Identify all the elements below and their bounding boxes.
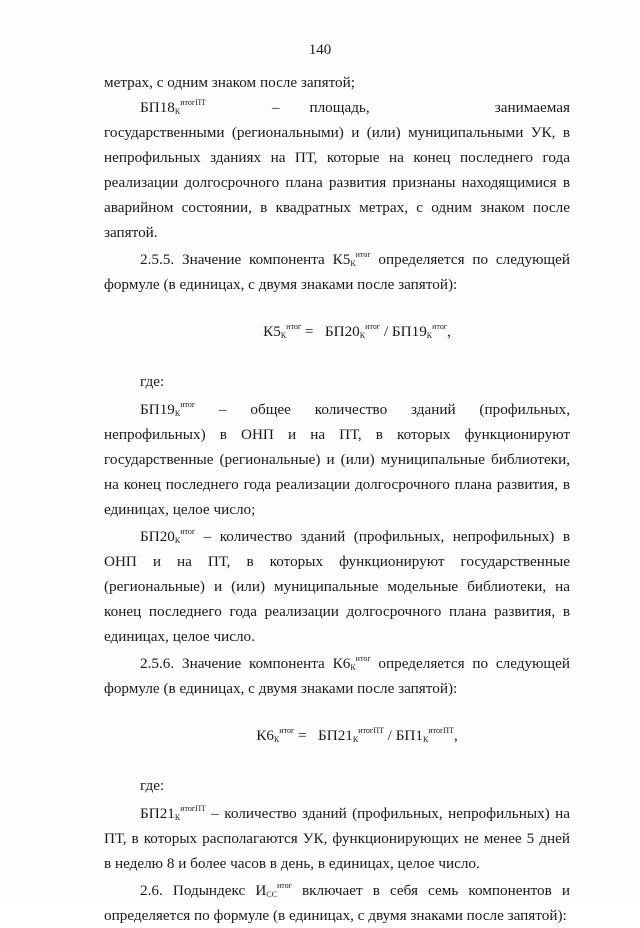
formula-denominator-sup: итог (432, 322, 448, 331)
term-sub: К (174, 536, 181, 545)
formula-numerator: БП20 (324, 323, 360, 340)
formula-slash: / (380, 323, 392, 340)
section-2-5-6 (104, 651, 570, 701)
term-sup: итог (180, 527, 196, 536)
term-sub: К (174, 107, 181, 116)
formula-eq: = (294, 727, 319, 744)
definition-text: площадь, занимаемая государственными (региональными) и (или) муниципальными УК, в непрофильных зданиях на ПТ, которые на конец последнего года реализации долгосрочного плана развития признаны находящимися в аварийном состоянии, в квадратных метрах, с одним знаком после запятой. (104, 99, 570, 241)
section-sub: СС (266, 890, 277, 899)
formula-lhs-sup: итог (286, 322, 302, 331)
formula-k6 (104, 723, 570, 748)
term-sup: итогПТ (180, 98, 206, 107)
formula-lhs-sub: К (273, 735, 280, 744)
term-base: БП19 (140, 401, 175, 418)
definition-bp18 (104, 95, 570, 245)
formula-denominator-sub: К (423, 735, 429, 744)
formula-lhs: К5 (263, 323, 281, 340)
definition-text: – общее количество зданий (профильных, непрофильных) в ОНП и на ПТ, в которых функционируют государственные (региональные) и (или) муниципальные библиотеки, на конец последнего года реализации долгосрочного плана развития, в единицах, целое число; (104, 401, 570, 518)
formula-slash: / (383, 727, 396, 744)
term-sub: К (174, 813, 181, 822)
term-dash: – (271, 99, 280, 116)
section-tail: определяется по следующей формуле (в единицах, с двумя знаками после запятой): (104, 251, 570, 293)
section-lead: 2.5.5. Значение компонента К5 (140, 251, 351, 268)
term-base: БП20 (140, 528, 175, 545)
where-label: где: (140, 373, 165, 390)
formula-numerator: БП21 (318, 727, 353, 744)
term-sup: итогПТ (180, 804, 206, 813)
formula-numerator-sup: итогПТ (358, 726, 384, 735)
formula-lhs-sub: К (280, 331, 287, 340)
where-label: где: (140, 777, 165, 794)
formula-numerator-sub: К (352, 735, 359, 744)
formula-denominator: БП1 (395, 727, 423, 744)
section-2-6 (104, 878, 570, 928)
section-lead: 2.6. Подындекс И (140, 882, 267, 899)
formula-numerator-sub: К (359, 331, 366, 340)
section-sup: итог (355, 250, 371, 259)
formula-numerator-sup: итог (365, 322, 381, 331)
formula-lhs: К6 (256, 727, 274, 744)
definition-bp21 (104, 801, 570, 876)
section-tail: включает в себя семь компонентов и определяется по формуле (в единицах, с двумя знаками после запятой): (104, 882, 570, 924)
term-base: БП18 (140, 99, 175, 116)
section-lead: 2.5.6. Значение компонента К6 (140, 655, 351, 672)
section-sub: К (350, 663, 356, 672)
definition-text: – количество зданий (профильных, непрофильных) в ОНП и на ПТ, в которых функционируют государственные (региональные) и (или) муниципальные модельные библиотеки, на конец последнего года реализации долгосрочного плана развития, в единицах, целое число. (104, 528, 570, 645)
section-tail: определяется по следующей формуле (в единицах, с двумя знаками после запятой): (104, 655, 570, 697)
formula-lhs-sup: итог (279, 726, 295, 735)
section-sup: итог (355, 654, 371, 663)
term-base: БП21 (140, 805, 175, 822)
section-sub: К (350, 259, 356, 268)
definition-text: – количество зданий (профильных, непрофильных) на ПТ, в которых располагаются УК, функционирующих не менее 5 дней в неделю 8 и более часов в день, в единицах, целое число. (104, 805, 570, 872)
term-sup: итог (180, 400, 196, 409)
section-sup: итог (276, 881, 292, 890)
section-2-5-5 (104, 247, 570, 297)
formula-denominator-sub: К (426, 331, 433, 340)
paragraph-continuation: метрах, с одним знаком после запятой; (104, 74, 355, 91)
definition-bp19 (104, 397, 570, 522)
formula-denominator: БП19 (391, 323, 427, 340)
document-body (104, 70, 570, 928)
definition-bp20 (104, 524, 570, 649)
formula-end: , (447, 323, 451, 340)
formula-denominator-sup: итогПТ (428, 726, 454, 735)
formula-k5 (104, 319, 570, 344)
formula-end: , (453, 727, 458, 744)
term-sub: К (174, 409, 181, 418)
formula-eq: = (301, 323, 325, 340)
page-number: 140 (308, 42, 332, 58)
